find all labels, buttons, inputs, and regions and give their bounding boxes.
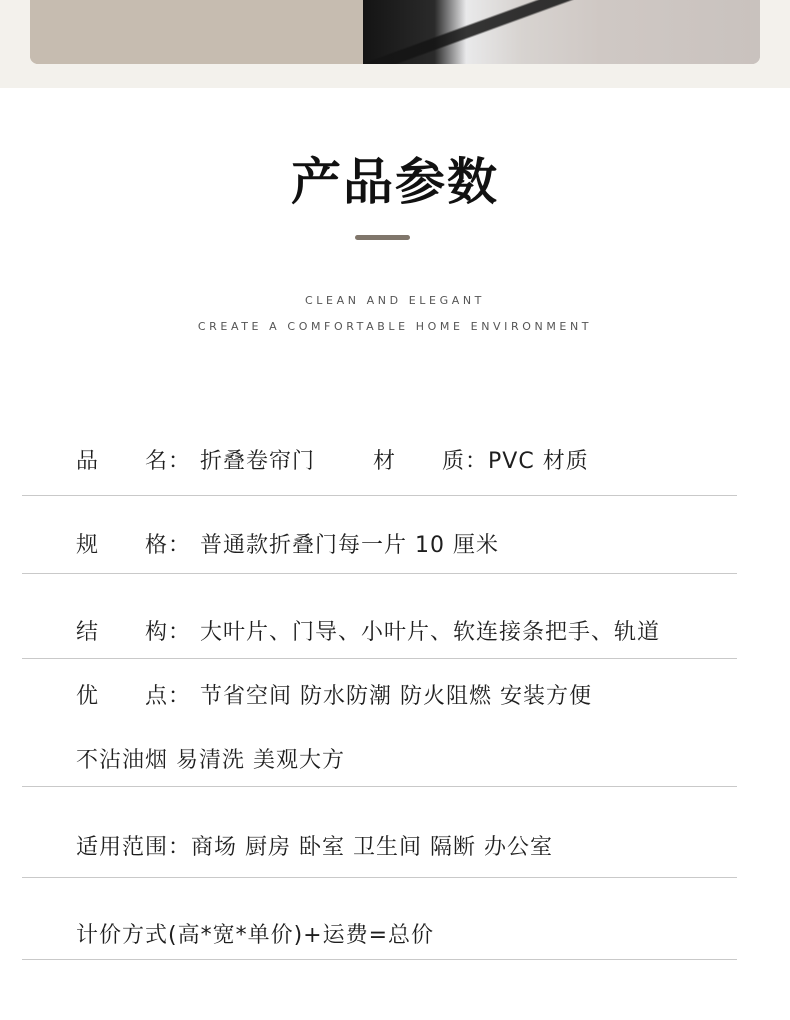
subtitle-line-2: CREATE A COMFORTABLE HOME ENVIRONMENT — [197, 320, 593, 333]
scope-value: 商场 厨房 卧室 卫生间 隔断 办公室 — [191, 835, 553, 860]
banner-photo-stripe — [363, 0, 760, 64]
param-row-advantage-continued — [76, 743, 345, 774]
banner-photo — [30, 0, 760, 64]
param-row-advantage — [76, 679, 592, 710]
subtitle-line-1: CLEAN AND ELEGANT — [305, 294, 485, 307]
section-title: 产品参数 — [291, 153, 499, 211]
structure-label: 结 构： — [76, 620, 192, 645]
param-row-pricing — [76, 918, 434, 949]
param-row-structure — [76, 615, 660, 646]
title-underline — [355, 235, 410, 240]
divider — [22, 658, 737, 659]
advantage-value: 节省空间 防水防潮 防火阻燃 安装方便 — [200, 684, 592, 709]
name-value: 折叠卷帘门 — [200, 449, 316, 474]
spec-label: 规 格： — [76, 533, 192, 558]
top-band — [0, 0, 790, 88]
divider — [22, 573, 737, 574]
divider — [22, 495, 737, 496]
divider — [22, 959, 737, 960]
scope-label: 适用范围： — [76, 835, 192, 860]
advantage-label: 优 点： — [76, 684, 192, 709]
material-value: PVC 材质 — [488, 449, 589, 474]
structure-value: 大叶片、门导、小叶片、软连接条把手、轨道 — [200, 620, 661, 645]
pricing-text: 计价方式(高*宽*单价)+运费=总价 — [76, 923, 435, 948]
divider — [22, 786, 737, 787]
divider — [22, 877, 737, 878]
name-label: 品 名： — [76, 449, 192, 474]
param-row-scope — [76, 830, 553, 861]
advantage-continued: 不沾油烟 易清洗 美观大方 — [76, 748, 345, 773]
spec-value: 普通款折叠门每一片 10 厘米 — [200, 533, 499, 558]
param-row-name-material — [76, 444, 589, 475]
material-label: 材 质： — [373, 449, 489, 474]
param-row-spec — [76, 528, 499, 559]
banner-photo-left — [30, 0, 363, 64]
